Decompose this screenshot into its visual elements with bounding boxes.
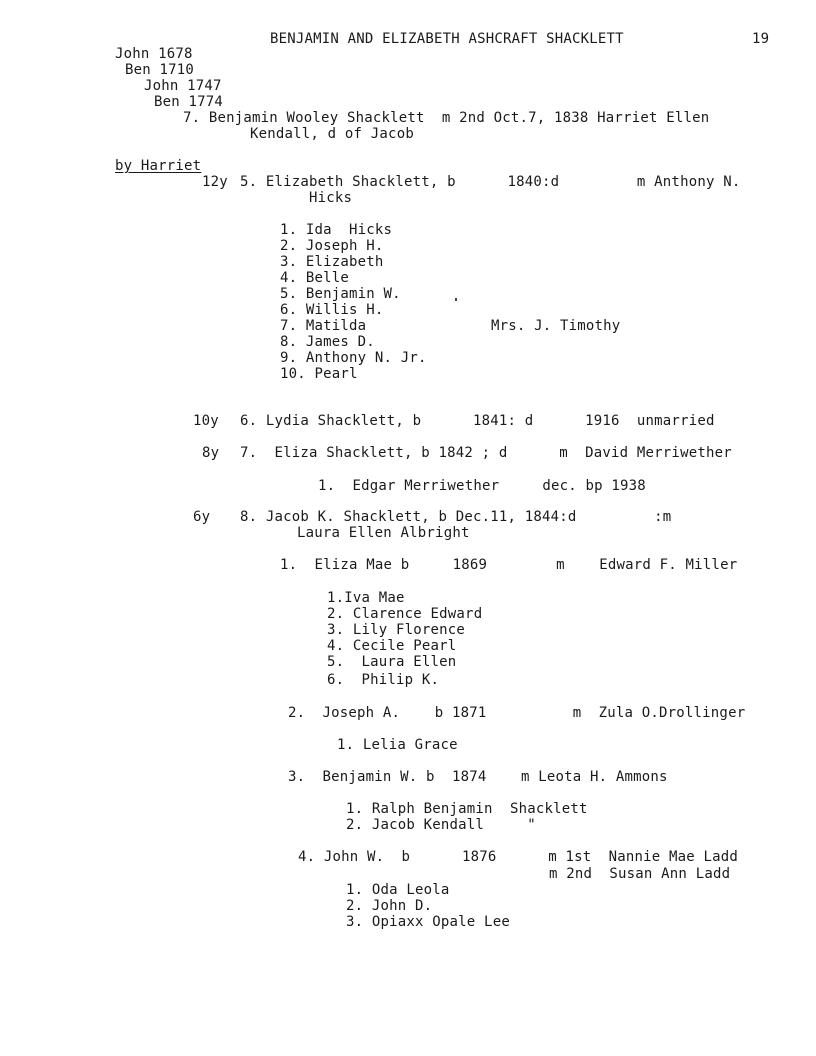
great-grandchild-item: 5. Laura Ellen (327, 654, 457, 670)
grandchild-item: 8. James D. (280, 334, 375, 350)
grandchild-item: 6. Willis H. (280, 302, 384, 318)
section-label: by Harriet (115, 158, 202, 174)
child-entry-cont: Hicks (309, 190, 353, 206)
grandchild-item: 2. Joseph H. (280, 238, 384, 254)
grandchild-item: 7. Matilda (280, 318, 367, 334)
great-grandchild-item: 1. Oda Leola (346, 882, 450, 898)
great-grandchild-item: 2. John D. (346, 898, 433, 914)
ink-mark (455, 298, 457, 301)
lineage-item: Ben 1710 (125, 62, 195, 78)
great-grandchild-item: 1. Ralph Benjamin Shacklett (346, 801, 588, 817)
grandchild-item: 1. Edgar Merriwether dec. bp 1938 (318, 478, 646, 494)
child-entry: 5. Elizabeth Shacklett, b 1840:d m Anthony N. (240, 174, 741, 190)
grandchild-item: 10. Pearl (280, 366, 358, 382)
child-entry: 7. Eliza Shacklett, b 1842 ; d m David Merriwether (240, 445, 732, 461)
child-age: 8y (202, 445, 220, 461)
great-grandchild-item: 6. Philip K. (327, 672, 440, 688)
great-grandchild-item: 3. Opiaxx Opale Lee (346, 914, 510, 930)
grandchild-item: 1. Ida Hicks (280, 222, 393, 238)
child-age: 10y (193, 413, 219, 429)
lineage-item: Ben 1774 (154, 94, 224, 110)
grandchild-item-cont: m 2nd Susan Ann Ladd (549, 866, 731, 882)
great-grandchild-item: 4. Cecile Pearl (327, 638, 457, 654)
great-grandchild-item: 2. Clarence Edward (327, 606, 483, 622)
page-title: BENJAMIN AND ELIZABETH ASHCRAFT SHACKLETT (270, 31, 624, 47)
lineage-item: John 1678 (115, 46, 193, 62)
grandchild-item: 3. Elizabeth (280, 254, 384, 270)
entry-line: 7. Benjamin Wooley Shacklett m 2nd Oct.7, 1838 Harriet Ellen (183, 110, 710, 126)
child-entry: 6. Lydia Shacklett, b 1841: d 1916 unmarried (240, 413, 715, 429)
grandchild-note: Mrs. J. Timothy (491, 318, 621, 334)
grandchild-item: 2. Joseph A. b 1871 m Zula O.Drollinger (288, 705, 746, 721)
great-grandchild-item: 1. Lelia Grace (337, 737, 458, 753)
child-entry: 8. Jacob K. Shacklett, b Dec.11, 1844:d :m (240, 509, 672, 525)
great-grandchild-item: 3. Lily Florence (327, 622, 466, 638)
child-age: 12y (202, 174, 228, 190)
grandchild-item: 3. Benjamin W. b 1874 m Leota H. Ammons (288, 769, 668, 785)
grandchild-item: 5. Benjamin W. (280, 286, 401, 302)
grandchild-item: 1. Eliza Mae b 1869 m Edward F. Miller (280, 557, 738, 573)
entry-line: Kendall, d of Jacob (250, 126, 414, 142)
child-entry-cont: Laura Ellen Albright (297, 525, 470, 541)
grandchild-item: 9. Anthony N. Jr. (280, 350, 427, 366)
great-grandchild-item: 1.Iva Mae (327, 590, 405, 606)
grandchild-item: 4. Belle (280, 270, 350, 286)
child-age: 6y (193, 509, 211, 525)
great-grandchild-item: 2. Jacob Kendall " (346, 817, 536, 833)
grandchild-item: 4. John W. b 1876 m 1st Nannie Mae Ladd (298, 849, 739, 865)
lineage-item: John 1747 (144, 78, 222, 94)
page-number: 19 (752, 31, 770, 47)
